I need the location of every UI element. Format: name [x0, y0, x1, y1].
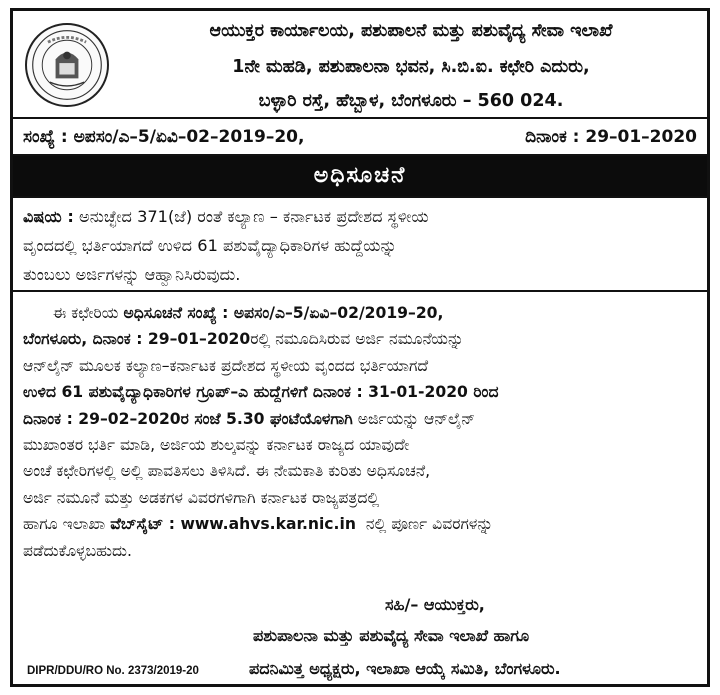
body-text: ಹಾಗೂ ಇಲಾಖಾ [23, 515, 111, 534]
signature-line-3: ಪದನಿಮಿತ್ತ ಅಧ್ಯಕ್ಷರು, ಇಲಾಖಾ ಆಯ್ಕೆ ಸಮಿತಿ, ಬೆಂಗಳೂರು. [249, 659, 561, 678]
body-line: ಆನ್‌ಲೈನ್ ಮೂಲಕ ಕಲ್ಯಾಣ–ಕರ್ನಾಟಕ ಪ್ರದೇಶದ ಸ್ಥಳೀಯ ವೃಂದದ ಭರ್ತಿಯಾಗದೆ [23, 356, 429, 375]
address-line-1: 1ನೇ ಮಹಡಿ, ಪಶುಪಾಲನಾ ಭವನ, ಸಿ.ಬಿ.ಐ. ಕಛೇರಿ ಎದುರು, [232, 57, 590, 77]
body-line: ಉಳಿದ 61 ಪಶುವೈದ್ಯಾಧಿಕಾರಿಗಳ ಗ್ರೂಪ್–ಎ ಹುದ್ದೆಗಳಿಗೆ ದಿನಾಂಕ : 31-01-2020 ರಿಂದ [23, 383, 499, 402]
subject-line [23, 202, 697, 231]
body-line [23, 511, 697, 537]
body-line [23, 326, 697, 352]
department-name: ಆಯುಕ್ತರ ಕಾರ್ಯಾಲಯ, ಪಶುಪಾಲನೆ ಮತ್ತು ಪಶುವೈದ್ಯ ಸೇವಾ ಇಲಾಖೆ [209, 21, 613, 41]
body-line: ಮುಖಾಂತರ ಭರ್ತಿ ಮಾಡಿ, ಅರ್ಜಿಯ ಶುಲ್ಕವನ್ನು ಕರ್ನಾಟಕ ರಾಜ್ಯದ ಯಾವುದೇ [23, 436, 410, 455]
subject-text: ಅನುಚ್ಛೇದ 371(ಜೆ) ರಂತೆ ಕಲ್ಯಾಣ – ಕರ್ನಾಟಕ ಪ್ರದೇಶದ ಸ್ಥಳೀಯ [73, 207, 429, 226]
body-text: ರಲ್ಲಿ ನಮೂದಿಸಿರುವ ಅರ್ಜಿ ನಮೂನೆಯನ್ನು [250, 330, 464, 349]
body-line [23, 300, 697, 326]
address-line-2: ಬಳ್ಳಾರಿ ರಸ್ತೆ, ಹೆಬ್ಬಾಳ, ಬೆಂಗಳೂರು – 560 024. [258, 91, 564, 111]
body-text: ಅರ್ಜಿಯನ್ನು ಆನ್‌ಲೈನ್ [352, 409, 476, 428]
body-line [23, 406, 697, 432]
notification-banner: ಅಧಿಸೂಚನೆ [13, 156, 707, 196]
deadline-text: ದಿನಾಂಕ : 29–02–2020ರ ಸಂಜೆ 5.30 ಘಂಟೆಯೊಳಗಾಗಿ [23, 409, 353, 428]
subject-block [13, 196, 707, 292]
notification-date: ಬೆಂಗಳೂರು, ದಿನಾಂಕ : 29–01–2020 [23, 330, 251, 349]
signature-line-1: ಸಹಿ/– ಆಯುಕ್ತರು, [385, 595, 485, 614]
subject-line: ತುಂಬಲು ಅರ್ಜಿಗಳನ್ನು ಆಹ್ವಾನಿಸಿರುವುದು. [23, 265, 241, 284]
notification-document [10, 8, 710, 687]
website-link[interactable]: ವೆಬ್‌ಸೈಟ್ : www.ahvs.kar.nic.in [110, 515, 356, 534]
notice-body [13, 292, 707, 564]
reference-date: ದಿನಾಂಕ : 29–01–2020 [525, 127, 697, 147]
karnataka-emblem-icon [25, 23, 109, 107]
body-text: ನಲ್ಲಿ ಪೂರ್ಣ ವಿವರಗಳನ್ನು [355, 515, 494, 534]
subject-line: ವೃಂದದಲ್ಲಿ ಭರ್ತಿಯಾಗದೆ ಉಳಿದ 61 ಪಶುವೈದ್ಯಾಧಿಕಾರಿಗಳ ಹುದ್ದೆಯನ್ನು [23, 236, 397, 255]
body-line: ಅಂಚೆ ಕಛೇರಿಗಳಲ್ಲಿ ಅಲ್ಲಿ ಪಾವತಿಸಲು ತಿಳಿಸಿದೆ. ಈ ನೇಮಕಾತಿ ಕುರಿತು ಅಧಿಸೂಚನೆ, [23, 462, 431, 481]
notification-number: ಅಧಿಸೂಚನೆ ಸಂಖ್ಯೆ : ಅಪಸಂ/ಎ–5/ಏವಿ–02/2019–20, [123, 304, 444, 322]
office-header [13, 11, 707, 119]
body-line: ಪಡೆದುಕೊಳ್ಳಬಹುದು. [23, 541, 132, 560]
body-line: ಅರ್ಜಿ ನಮೂನೆ ಮತ್ತು ಅಡಕಗಳ ವಿವರಗಳಿಗಾಗಿ ಕರ್ನಾಟಕ ರಾಜ್ಯಪತ್ರದಲ್ಲಿ [23, 488, 380, 507]
signature-line-2: ಪಶುಪಾಲನಾ ಮತ್ತು ಪಶುವೈದ್ಯ ಸೇವಾ ಇಲಾಖೆ ಹಾಗೂ [253, 626, 530, 645]
reference-number: ಸಂಖ್ಯೆ : ಅಪಸಂ/ಎ–5/ಏವಿ–02–2019–20, [23, 127, 305, 147]
dipr-code: DIPR/DDU/RO No. 2373/2019-20 [27, 665, 199, 677]
body-text: ಈ ಕಛೇರಿಯ [23, 304, 124, 322]
subject-label: ವಿಷಯ : [23, 207, 74, 226]
reference-row [13, 119, 707, 156]
